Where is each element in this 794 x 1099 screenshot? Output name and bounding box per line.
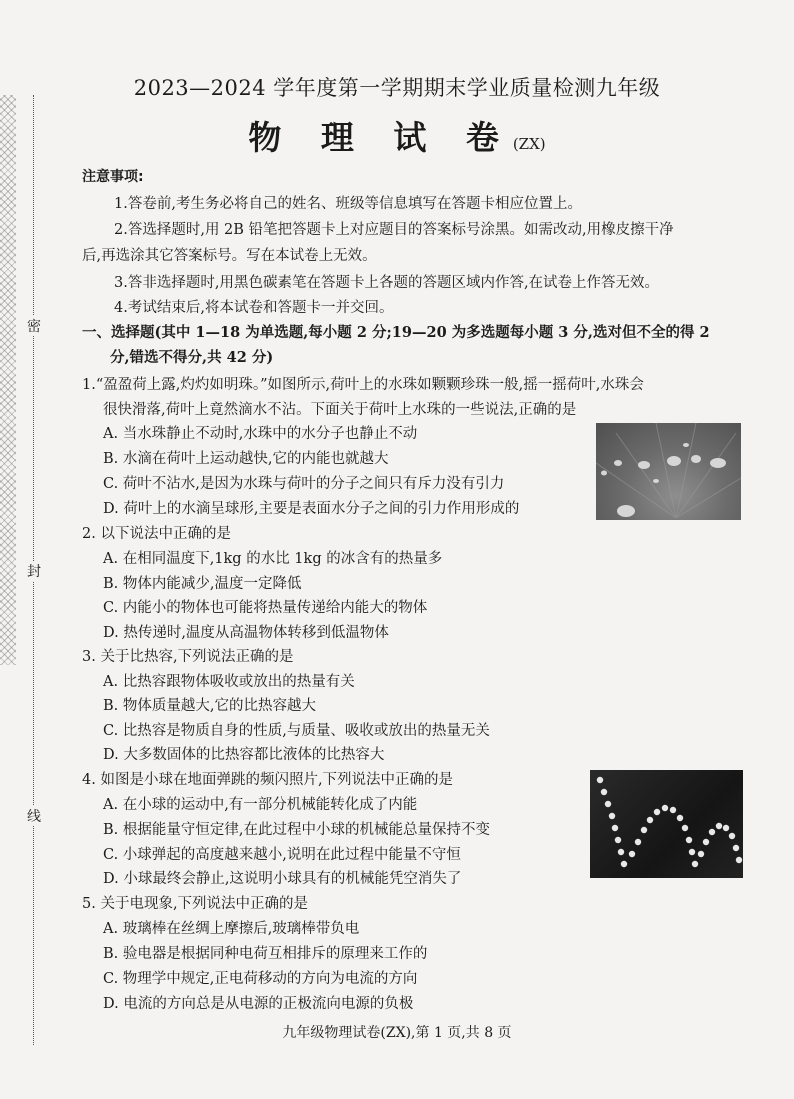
q2-stem: 2. 以下说法中正确的是	[82, 526, 231, 542]
q1-option-b: B. 水滴在荷叶上运动越快,它的内能也就越大	[103, 451, 389, 467]
binding-pattern-strip	[0, 95, 16, 665]
q5-stem: 5. 关于电现象,下列说法中正确的是	[82, 896, 309, 912]
q2-option-a: A. 在相同温度下,1kg 的水比 1kg 的冰含有的热量多	[103, 551, 443, 567]
q1-option-a: A. 当水珠静止不动时,水珠中的水分子也静止不动	[103, 426, 418, 442]
q4-option-b: B. 根据能量守恒定律,在此过程中小球的机械能总量保持不变	[103, 822, 490, 838]
q3-option-d: D. 大多数固体的比热容都比液体的比热容大	[103, 747, 385, 763]
notice-item-1: 1.答卷前,考生务必将自己的姓名、班级等信息填写在答题卡相应位置上。	[114, 196, 582, 212]
q5-option-d: D. 电流的方向总是从电源的正极流向电源的负极	[103, 996, 414, 1012]
q4-option-a: A. 在小球的运动中,有一部分机械能转化成了内能	[103, 797, 418, 813]
q3-option-b: B. 物体质量越大,它的比热容越大	[103, 698, 316, 714]
notice-item-2: 2.答选择题时,用 2B 铅笔把答题卡上对应题目的答案标号涂黑。如需改动,用橡皮擦干净	[114, 222, 674, 238]
q3-option-c: C. 比热容是物质自身的性质,与质量、吸收或放出的热量无关	[103, 723, 490, 739]
section-heading: 一、选择题(其中 1—18 为单选题,每小题 2 分;19—20 为多选题每小题 3 分,选对但不全的得 2	[82, 324, 710, 341]
q5-option-b: B. 验电器是根据同种电荷互相排斥的原理来工作的	[103, 946, 428, 962]
title-block	[0, 112, 794, 159]
q1-option-d: D. 荷叶上的水滴呈球形,主要是表面水分子之间的引力作用形成的	[103, 501, 520, 517]
page-footer: 九年级物理试卷(ZX),第 1 页,共 8 页	[282, 1025, 512, 1041]
notice-item-3: 3.答非选择题时,用黑色碳素笔在答题卡上各题的答题区域内作答,在试卷上作答无效。	[114, 275, 660, 291]
section-heading-cont: 分,错选不得分,共 42 分)	[110, 349, 274, 366]
q4-option-d: D. 小球最终会静止,这说明小球具有的机械能凭空消失了	[103, 871, 462, 887]
page-title: 物 理 试 卷	[248, 118, 513, 157]
notice-heading: 注意事项:	[82, 169, 144, 185]
bouncing-ball-photo	[590, 770, 743, 878]
q3-option-a: A. 比热容跟物体吸收或放出的热量有关	[103, 674, 355, 690]
q5-option-c: C. 物理学中规定,正电荷移动的方向为电流的方向	[103, 971, 418, 987]
lotus-leaf-photo	[596, 423, 741, 520]
title-code: (ZX)	[512, 135, 546, 153]
q4-stem: 4. 如图是小球在地面弹跳的频闪照片,下列说法中正确的是	[82, 772, 454, 788]
q2-option-d: D. 热传递时,温度从高温物体转移到低温物体	[103, 625, 389, 641]
notice-item-2-cont: 后,再选涂其它答案标号。写在本试卷上无效。	[82, 248, 377, 264]
q5-option-a: A. 玻璃棒在丝绸上摩擦后,玻璃棒带负电	[103, 921, 360, 937]
notice-item-4: 4.考试结束后,将本试卷和答题卡一并交回。	[114, 300, 394, 316]
q4-option-c: C. 小球弹起的高度越来越小,说明在此过程中能量不守恒	[103, 847, 461, 863]
seal-char-xian: 线	[24, 806, 44, 826]
q1-stem-1: 1.“盈盈荷上露,灼灼如明珠。”如图所示,荷叶上的水珠如颗颗珍珠一般,摇一摇荷叶,水珠会	[82, 377, 644, 393]
q1-stem-2: 很快滑落,荷叶上竟然滴水不沾。下面关于荷叶上水珠的一些说法,正确的是	[103, 402, 577, 418]
q2-option-c: C. 内能小的物体也可能将热量传递给内能大的物体	[103, 600, 428, 616]
seal-char-feng: 封	[24, 561, 44, 581]
seal-char-mi: 密	[24, 316, 44, 336]
q3-stem: 3. 关于比热容,下列说法正确的是	[82, 649, 294, 665]
q1-option-c: C. 荷叶不沾水,是因为水珠与荷叶的分子之间只有斥力没有引力	[103, 476, 505, 492]
q2-option-b: B. 物体内能减少,温度一定降低	[103, 576, 302, 592]
exam-header: 2023—2024 学年度第一学期期末学业质量检测九年级	[133, 76, 661, 100]
